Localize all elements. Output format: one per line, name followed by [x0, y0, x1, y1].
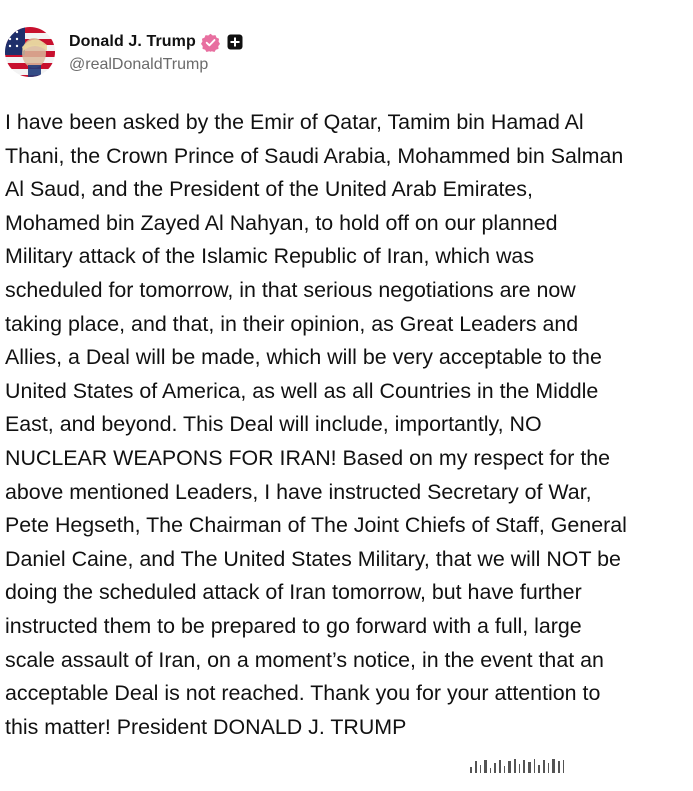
post-body-line: doing the scheduled attack of Iran tomorrow, but have further [5, 580, 582, 605]
post-body [5, 106, 685, 744]
post-body-line: NUCLEAR WEAPONS FOR IRAN! Based on my respect for the [5, 445, 611, 470]
post-body-line: Daniel Caine, and The United States Military, that we will NOT be [5, 546, 621, 571]
post-body-line: scale assault of Iran, on a moment’s notice, in the event that an [5, 647, 604, 672]
post-body-line: acceptable Deal is not reached. Thank you for your attention to [5, 681, 601, 706]
avatar-flag-portrait-icon [5, 27, 55, 77]
avatar[interactable] [5, 27, 55, 77]
post-header [5, 24, 243, 80]
verified-badge-icon [201, 33, 220, 52]
plus-square-icon[interactable] [227, 34, 243, 50]
post-body-line: Mohamed bin Zayed Al Nahyan, to hold off on our planned [5, 210, 558, 235]
post-body-line: United States of America, as well as all Countries in the Middle [5, 378, 599, 403]
post-body-line: instructed them to be prepared to go forward with a full, large [5, 613, 582, 638]
post-body-line: I have been asked by the Emir of Qatar, Tamim bin Hamad Al [5, 110, 584, 134]
post-body-line: Thani, the Crown Prince of Saudi Arabia, Mohammed bin Salman [5, 143, 624, 168]
post-body-line: this matter! President DONALD J. TRUMP [5, 714, 407, 739]
post-body-line: scheduled for tomorrow, in that serious negotiations are now [5, 277, 576, 302]
author-identity [69, 30, 243, 74]
author-display-name[interactable]: Donald J. Trump [69, 33, 196, 50]
post-body-line: taking place, and that, in their opinion, as Great Leaders and [5, 311, 579, 336]
watermark-icon [470, 759, 675, 773]
name-row [69, 30, 243, 54]
post-body-line: Military attack of the Islamic Republic of Iran, which was [5, 244, 535, 269]
author-handle[interactable]: @realDonaldTrump [69, 56, 209, 73]
post-body-line: above mentioned Leaders, I have instructed Secretary of War, [5, 479, 592, 504]
post-body-line: East, and beyond. This Deal will include, importantly, NO [5, 412, 542, 437]
post-body-line: Pete Hegseth, The Chairman of The Joint Chiefs of Staff, General [5, 513, 627, 538]
post-body-line: Allies, a Deal will be made, which will be very acceptable to the [5, 345, 602, 370]
post-body-line: Al Saud, and the President of the United Arab Emirates, [5, 177, 533, 202]
